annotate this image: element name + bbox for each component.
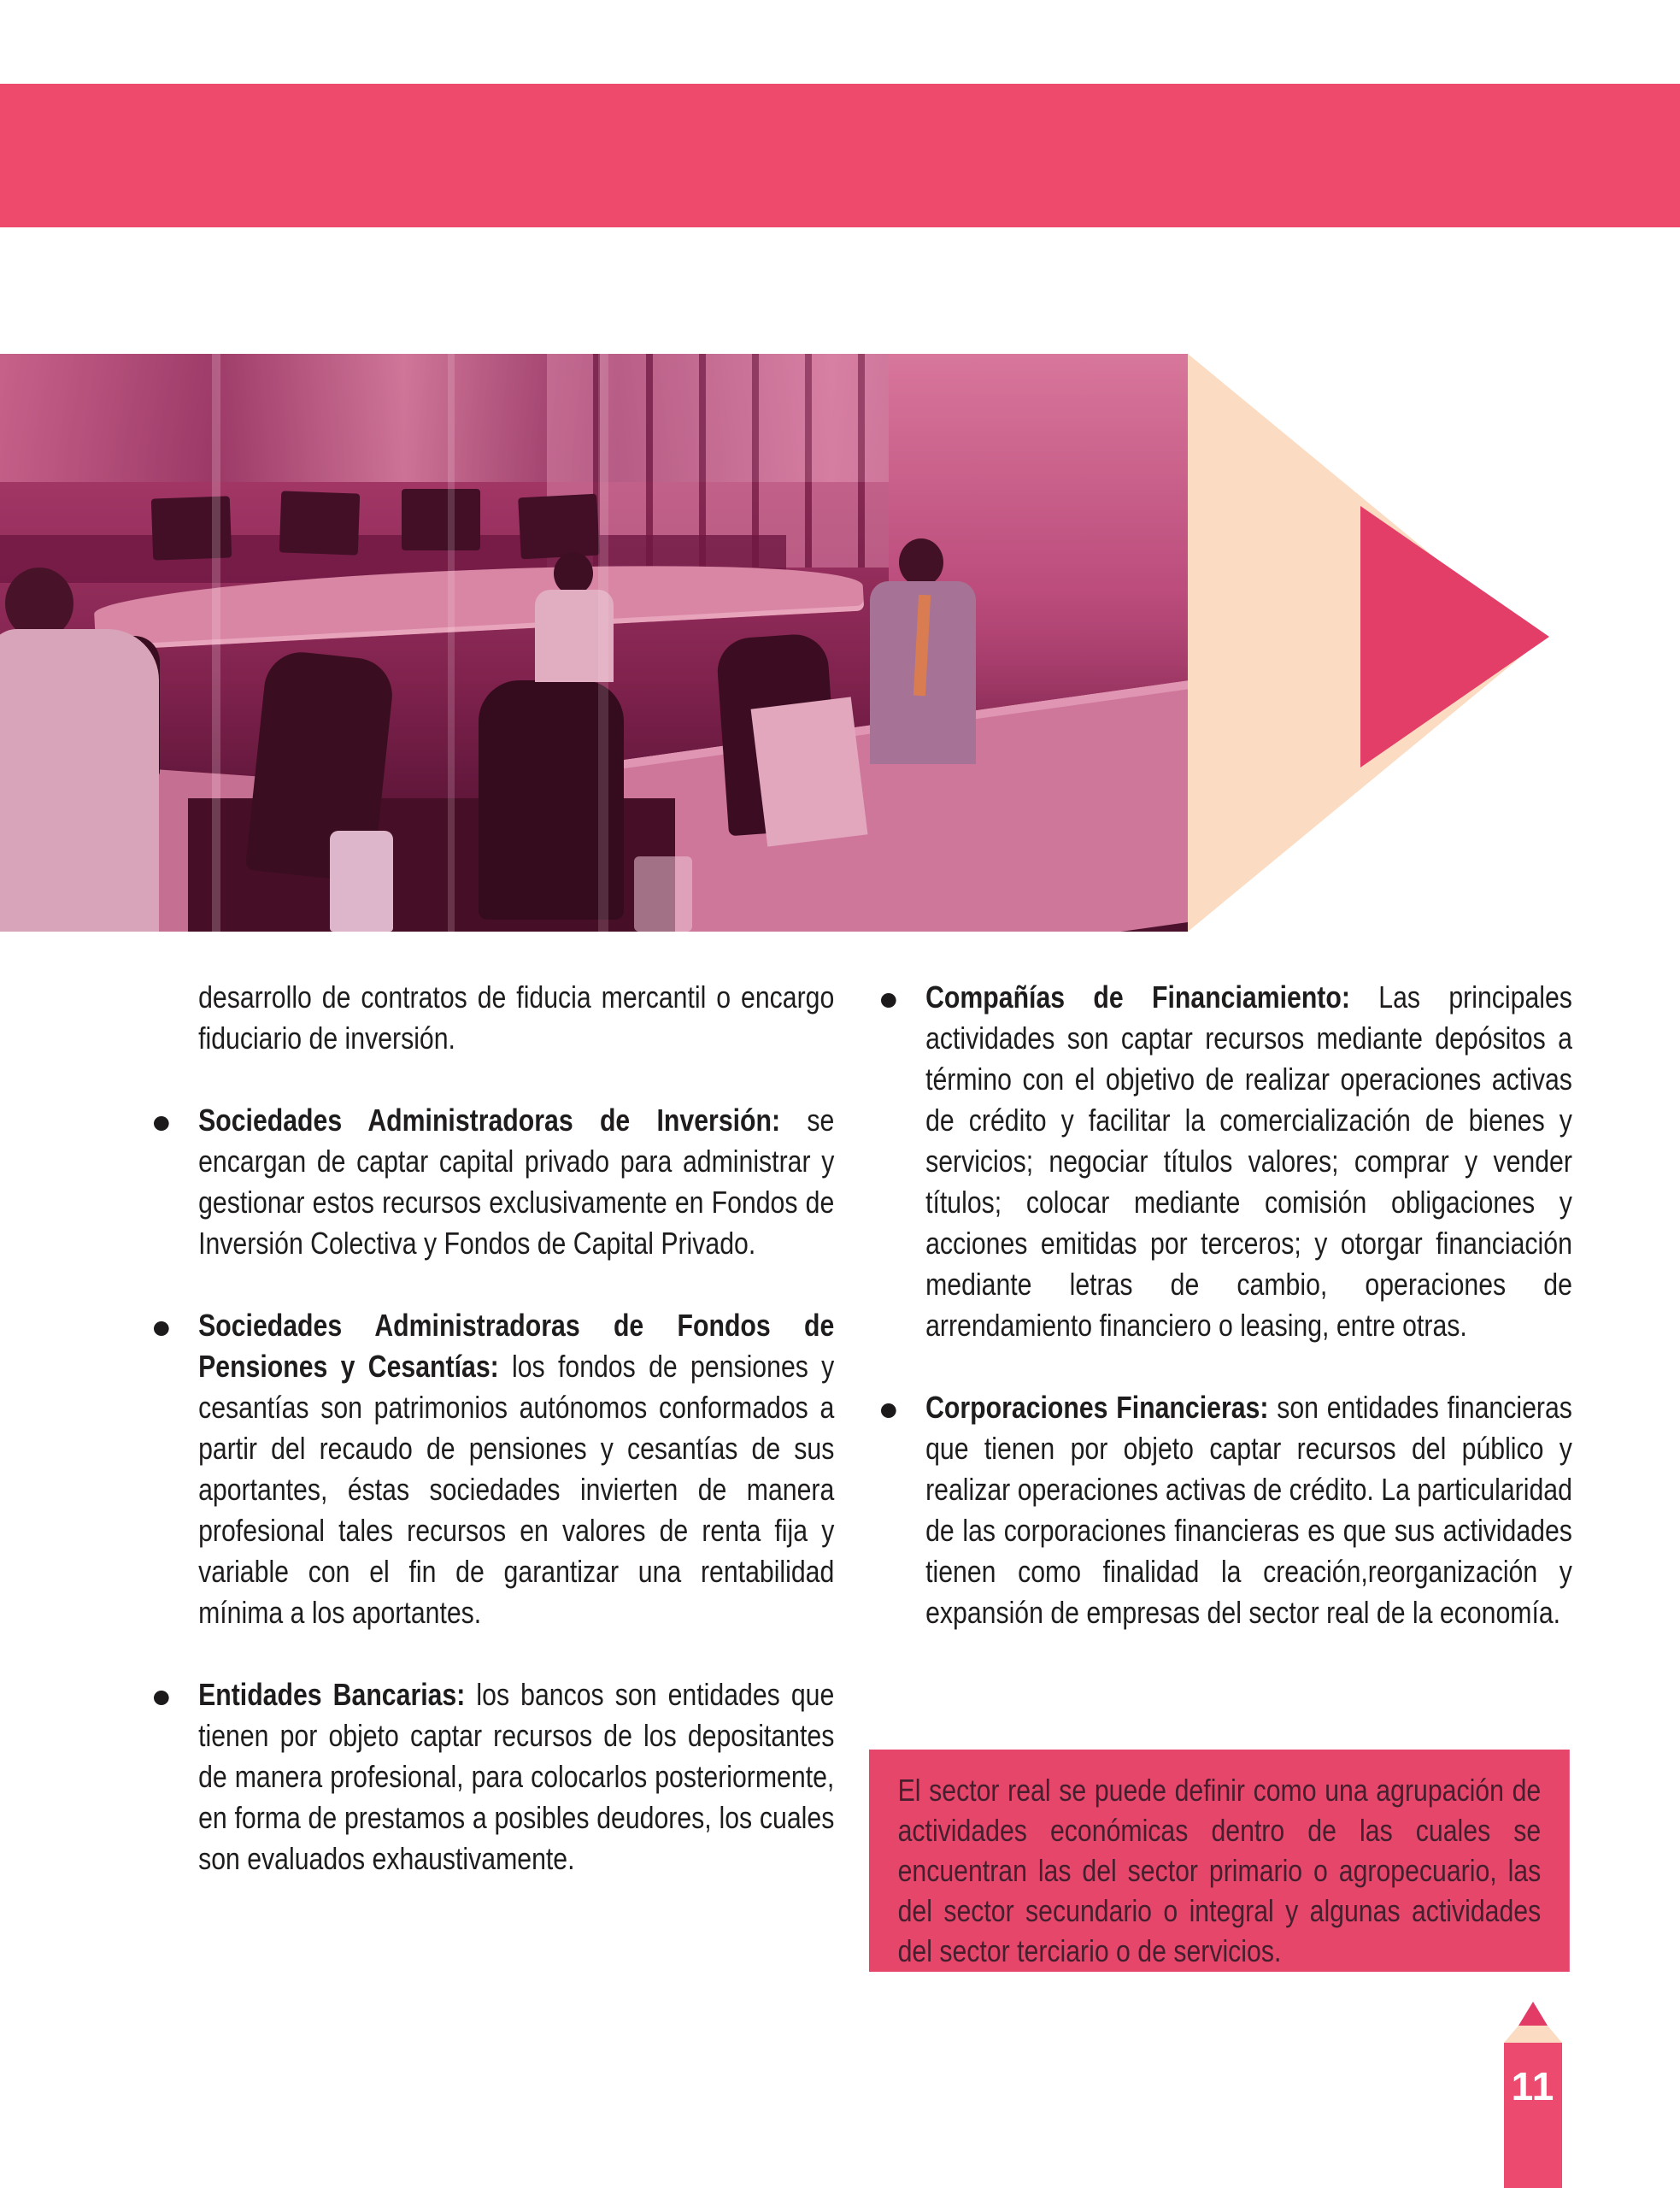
header-bar bbox=[0, 84, 1680, 227]
bullet-text: se encargan de captar capital privado para administrar y gestionar estos recursos exclusivamente en Fondos de Inversión Colectiva y Fondos de Capital Privado. bbox=[198, 1103, 835, 1261]
bullet-item bbox=[154, 1305, 834, 1633]
bullet-text: los bancos son entidades que tienen por objeto captar recursos de los depositantes de manera profesional, para colocarlos posteriormente, en forma de prestamos a posibles deudores, los cuales son evaluados exhaustivamente. bbox=[198, 1677, 835, 1876]
bullet-title: Sociedades Administradoras de Inversión: bbox=[198, 1103, 781, 1138]
paragraph-text: desarrollo de contratos de fiducia mercantil o encargo fiduciario de inversión. bbox=[198, 979, 835, 1056]
bullet-item bbox=[154, 1674, 834, 1879]
right-column bbox=[881, 977, 1572, 1674]
bullet-paragraph bbox=[198, 1100, 834, 1264]
bullet-text: Las principales actividades son captar recursos mediante depósitos a término con el objetivo de realizar operaciones activas de crédito y facilitar la comercialización de bienes y servicios; negociar títulos valores; comprar y vender títulos; colocar mediante comisión obligaciones y acciones emitidas por terceros; y otorgar financiación mediante letras de cambio, operaciones de arrendamiento financiero o leasing, entre otras. bbox=[925, 979, 1572, 1343]
bullet-title: Corporaciones Financieras: bbox=[925, 1390, 1269, 1425]
page-number: 11 bbox=[1511, 2064, 1555, 2109]
pencil-page-marker bbox=[1503, 2000, 1563, 2188]
bullet-title: Compañías de Financiamiento: bbox=[925, 979, 1350, 1015]
bullet-item bbox=[881, 1387, 1572, 1633]
bullet-item bbox=[881, 977, 1572, 1346]
bullet-paragraph bbox=[198, 1674, 834, 1879]
bullet-paragraph bbox=[925, 977, 1572, 1346]
callout-text: El sector real se puede definir como una agrupación de actividades económicas dentro de las cuales se encuentran las del sector primario o agropecuario, las del sector secundario o integral y algunas actividades del sector terciario o de servicios. bbox=[897, 1773, 1542, 1968]
bullet-paragraph bbox=[198, 1305, 834, 1633]
left-column bbox=[154, 977, 834, 1920]
bullet-paragraph bbox=[925, 1387, 1572, 1633]
bullet-text: son entidades financieras que tienen por objeto captar recursos del público y realizar operaciones activas de crédito. La particularidad de las corporaciones financieras es que sus actividades tienen como finalidad la creación,reorganización y expansión de empresas del sector real de la economía. bbox=[925, 1390, 1572, 1630]
paragraph-continuation bbox=[154, 977, 834, 1059]
bullet-title: Entidades Bancarias: bbox=[198, 1677, 466, 1712]
office-photo bbox=[0, 354, 1188, 932]
forward-arrow-tip-icon bbox=[1360, 506, 1549, 768]
sector-real-callout-box bbox=[869, 1750, 1570, 1972]
photo-pink-tint bbox=[0, 354, 1188, 932]
bullet-text: los fondos de pensiones y cesantías son patrimonios autónomos conformados a partir del recaudo de pensiones y cesantías de sus aportantes, éstas sociedades invierten de manera profesional tales recursos en valores de renta fija y variable con el fin de garantizar una rentabilidad mínima a los aportantes. bbox=[198, 1349, 835, 1630]
bullet-item bbox=[154, 1100, 834, 1264]
bullet-title: Sociedades Administradoras de Fondos de Pensiones y Cesantías: bbox=[198, 1308, 835, 1384]
